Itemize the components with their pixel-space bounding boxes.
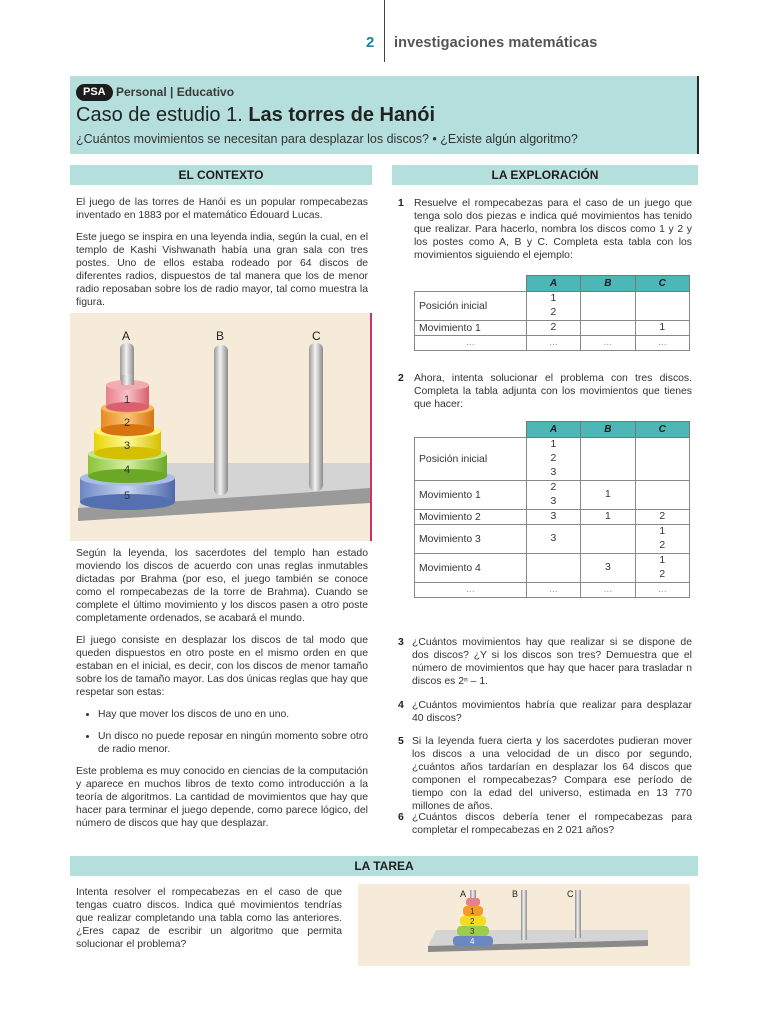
small-disk-label-3: 3: [470, 927, 475, 936]
small-label-b: B: [512, 889, 519, 899]
question-number: 1: [398, 198, 404, 209]
col-header: C: [635, 276, 689, 292]
question-number: 6: [398, 812, 404, 823]
small-disk-label-4: 4: [470, 937, 475, 946]
cell-a: 3: [526, 510, 580, 525]
table-row: [415, 510, 690, 525]
row-label: Posición inicial: [415, 292, 527, 321]
cell-b: 1: [581, 510, 635, 525]
case-subtitle: ¿Cuántos movimientos se necesitan para desplazar los discos? • ¿Existe algún algoritmo?: [76, 132, 578, 146]
cell-c: 2: [635, 510, 689, 525]
row-label: Posición inicial: [415, 438, 527, 481]
table-row: [415, 321, 690, 336]
page-number: 2: [366, 34, 375, 51]
col-header: B: [581, 276, 635, 292]
row-label: Movimiento 4: [415, 554, 527, 583]
rule-item: • Hay que mover los discos de uno en uno.: [98, 708, 368, 721]
table-three-disks: [414, 421, 690, 598]
question-1: [398, 197, 692, 262]
contexto-p4: El juego consiste en desplazar los discos de tal modo que queden dispuestos en otro poste en el mismo orden en que estaban en el inicial, es decir, con los discos de menor tamaño sobre los de tamaño mayor. Las dos únicas reglas que hay que respetar son estas:: [76, 635, 368, 698]
col-header: B: [581, 422, 635, 438]
psa-badge: PSA: [76, 84, 113, 101]
disk-label-2: 2: [124, 417, 131, 429]
small-post-b: [521, 890, 527, 940]
small-label-c: C: [567, 889, 574, 899]
cell-a: [526, 554, 580, 583]
post-label-a: A: [122, 329, 131, 343]
exploracion-heading: LA EXPLORACIÓN: [392, 165, 698, 185]
row-label: Movimiento 3: [415, 525, 527, 554]
table-row: [415, 525, 690, 554]
question-text: Resuelve el rompecabezas para el caso de un juego que tenga solo dos piezas e indica qué movimientos has tenido que realizar. Para hacerlo, nombra los discos como 1 y 2 y los postes como A, B y C. Completa esta tabla con los movimientos siguiendo el ejemplo:: [414, 198, 692, 261]
table-row: [415, 292, 690, 321]
section-title: investigaciones matemáticas: [394, 35, 598, 51]
question-text: Ahora, intenta solucionar el problema con tres discos. Completa la tabla adjunta con los movimientos que tienes que hacer:: [414, 373, 692, 410]
small-disk-top: [466, 898, 480, 906]
table-row: [415, 438, 690, 481]
cell-a: 2: [526, 321, 580, 336]
small-disk-label-2: 2: [470, 917, 475, 926]
case-title-main: Las torres de Hanói: [248, 104, 436, 126]
cell-c: ...: [635, 583, 689, 598]
cell-c: 1: [635, 321, 689, 336]
table-row: [415, 583, 690, 598]
cell-b: ...: [581, 583, 635, 598]
cell-c: ...: [635, 336, 689, 351]
cell-a: 1 2: [526, 292, 580, 321]
row-label: ...: [415, 336, 527, 351]
cell-c: 1 2: [635, 554, 689, 583]
question-5: [398, 735, 692, 813]
cell-a: 1 2 3: [526, 438, 580, 481]
tarea-heading: LA TAREA: [70, 856, 698, 876]
col-header: A: [526, 276, 580, 292]
cell-b: [581, 438, 635, 481]
question-2: [398, 372, 692, 411]
small-label-a: A: [460, 889, 467, 899]
question-text: ¿Cuántos movimientos habría que realizar para desplazar 40 discos?: [412, 700, 692, 724]
cell-a: ...: [526, 583, 580, 598]
table-row: [415, 481, 690, 510]
contexto-p2: Este juego se inspira en una leyenda india, según la cual, en el templo de Kashi Vishwanath había una gran sala con tres postes. Uno de ellos estaba rodeado por 64 discos de diferentes radios, dispuestos de tal manera que los de menor radio reposaban sobre los de radio mayor, tal como muestra la figura.: [76, 232, 368, 308]
table-row: [415, 336, 690, 351]
figure-edge: [370, 313, 372, 541]
row-label: ...: [415, 583, 527, 598]
post-b: [214, 345, 228, 495]
contexto-body: [76, 547, 368, 830]
question-number: 5: [398, 736, 404, 747]
question-number: 4: [398, 700, 404, 711]
row-label: Movimiento 1: [415, 481, 527, 510]
contexto-p3: Según la leyenda, los sacerdotes del templo han estado moviendo los discos de acuerdo con unas reglas inmutables dictadas por Brahma (por eso, el juego también se conoce como el rompecabezas de la torre de Brahma). Cuando se complete el último movimiento y los discos pasen a otro poste completamente ordenados, se acabará el mundo.: [76, 548, 368, 624]
row-label: Movimiento 2: [415, 510, 527, 525]
cell-b: 3: [581, 554, 635, 583]
cell-a: 3: [526, 525, 580, 554]
contexto-intro: [76, 196, 368, 309]
post-label-b: B: [216, 329, 225, 343]
tarea-text: Intenta resolver el rompecabezas en el caso de que tengas cuatro discos. Indica qué movimientos tendrías que realizar completando una tabla como las anteriores. ¿Eres capaz de escribir un algoritmo que permita solucionar el problema?: [76, 887, 342, 950]
disk-label-1: 1: [124, 394, 131, 406]
disk-label-4: 4: [124, 464, 131, 476]
row-label: Movimiento 1: [415, 321, 527, 336]
question-text: ¿Cuántos discos debería tener el rompecabezas para completar el rompecabezas en 2 021 años?: [412, 812, 692, 836]
psa-category: Personal | Educativo: [116, 85, 235, 99]
disk-label-5: 5: [124, 490, 131, 502]
cell-c: [635, 292, 689, 321]
contexto-heading: EL CONTEXTO: [70, 165, 372, 185]
question-text: Si la leyenda fuera cierta y los sacerdotes pudieran mover los discos a una velocidad de un disco por segundo, ¿cuántos años tardarían en desplazar los 64 discos que componen el rompecabezas? Compara ese período de tiempo con la edad del universo, estimada en 13 770 millones de años.: [412, 736, 692, 812]
cell-c: [635, 438, 689, 481]
case-title: [76, 104, 435, 127]
table-two-disks: [414, 275, 690, 351]
contexto-p5: Este problema es muy conocido en ciencias de la computación y aparece en muchos libros de texto como introducción a la teoría de algoritmos. La cantidad de movimientos que hay que hacer para terminar el juego depende, como parece lógico, del número de discos que hay que desplazar.: [76, 766, 368, 829]
cell-b: 1: [581, 481, 635, 510]
question-3: [398, 636, 692, 688]
cell-b: [581, 292, 635, 321]
cell-c: [635, 481, 689, 510]
rule-item: • Un disco no puede reposar en ningún momento sobre otro de radio menor.: [98, 730, 368, 756]
cell-a: 2 3: [526, 481, 580, 510]
question-6: [398, 811, 692, 837]
rules-list: [76, 708, 368, 756]
tarea-figure: [358, 884, 690, 966]
title-band-edge: [697, 76, 699, 154]
tarea-illustration: [358, 884, 690, 966]
hanoi-illustration: [70, 313, 370, 541]
cell-c: 1 2: [635, 525, 689, 554]
contexto-p1: El juego de las torres de Hanói es un popular rompecabezas inventado en 1883 por el matemático Édouard Lucas.: [76, 197, 368, 221]
question-text: ¿Cuántos movimientos hay que realizar si se dispone de dos discos? ¿Y si los discos son tres? Demuestra que el número de movimientos que hay que hacer para trasladar n discos es 2ⁿ – 1.: [412, 637, 692, 687]
cell-b: ...: [581, 336, 635, 351]
cell-b: [581, 321, 635, 336]
header-divider: [384, 0, 385, 62]
col-header: A: [526, 422, 580, 438]
hanoi-figure: [70, 313, 372, 541]
disk-label-3: 3: [124, 440, 131, 452]
small-disk-label-1: 1: [470, 907, 475, 916]
cell-a: ...: [526, 336, 580, 351]
col-header: C: [635, 422, 689, 438]
post-label-c: C: [312, 329, 321, 343]
question-4: [398, 699, 692, 725]
question-number: 2: [398, 373, 404, 384]
table-row: [415, 554, 690, 583]
case-title-prefix: Caso de estudio 1.: [76, 104, 243, 126]
cell-b: [581, 525, 635, 554]
question-number: 3: [398, 637, 404, 648]
small-post-c: [575, 890, 581, 938]
post-c: [309, 343, 323, 491]
